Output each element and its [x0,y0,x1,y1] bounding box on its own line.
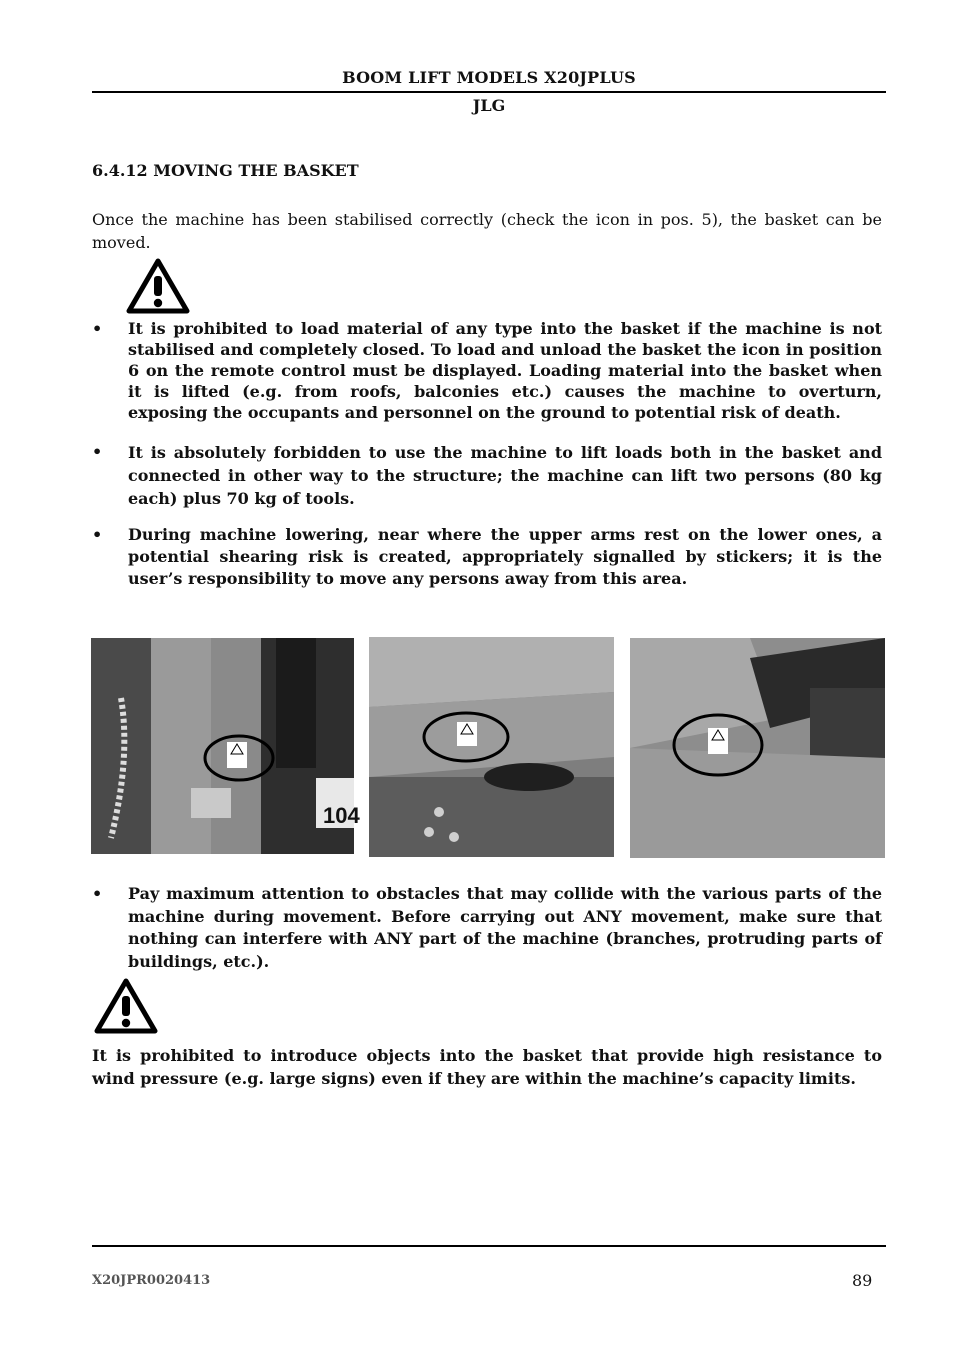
section-title: 6.4.12 MOVING THE BASKET [92,161,359,180]
warning-triangle-icon [94,978,158,1034]
warning-bullet-text: During machine lowering, near where the upper arms rest on the lower ones, a potential shearing risk is created, appropriately signalled by stickers; it is the user’s responsibility to move any persons away from this area. [128,525,882,588]
warning-bullet-text: It is absolutely forbidden to use the machine to lift loads both in the basket and connected in other way to the structure; the machine can lift two persons (80 kg each) plus 70 kg of tools. [128,443,882,508]
intro-paragraph: Once the machine has been stabilised correctly (check the icon in pos. 5), the basket can be moved. [92,210,882,252]
header-brand: JLG [472,96,506,115]
warning-bullet-text: It is prohibited to load material of any type into the basket if the machine is not stabilised and completely closed. To load and unload the basket the icon in position 6 on the remote control must be displayed. Loading material into the basket when it is lifted (e.g. from roofs, balconies etc.) causes the machine to overturn, exposing the occupants and personnel on the ground to potential risk of death. [128,319,882,422]
bullet-dot: • [92,525,103,544]
warning-triangle-icon [126,258,190,314]
bullet-dot: • [92,442,103,461]
document-code: X20JPR0020413 [92,1273,211,1288]
closing-warning: It is prohibited to introduce objects into the basket that provide high resistance to wind pressure (e.g. large signs) even if they are within the machine’s capacity limits. [92,1046,882,1088]
warning-bullet-1 [92,318,882,423]
bullet-dot: • [92,319,103,338]
photo-number-label: 104 [323,803,360,828]
page-number: 89 [852,1271,873,1290]
header-rule [92,91,886,93]
photo-shear-sticker-left [91,638,360,854]
warning-bullet-text: Pay maximum attention to obstacles that may collide with the various parts of the machine during movement. Before carrying out ANY movement, make sure that nothing can interfere with ANY part of the machine (branches, protruding parts of buildings, etc.). [128,884,882,971]
warning-bullet-obstacles [92,883,882,973]
header-title: BOOM LIFT MODELS X20JPLUS [342,68,636,87]
bullet-dot: • [92,884,103,903]
warning-bullet-3 [92,524,882,590]
warning-bullet-2 [92,441,882,510]
footer-rule [92,1245,886,1247]
photo-shear-sticker-right [630,638,885,858]
photo-shear-sticker-center [369,637,614,857]
